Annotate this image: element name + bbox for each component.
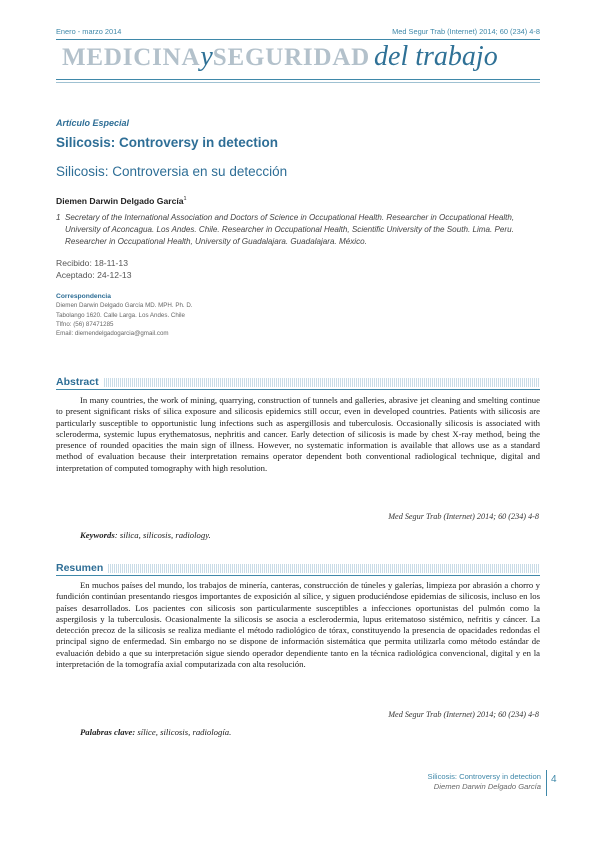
masthead-medicina: MEDICINA bbox=[62, 44, 201, 71]
footer-title: Silicosis: Controversy in detection bbox=[427, 772, 541, 781]
footer-author: Diemen Darwin Delgado García bbox=[433, 782, 541, 791]
correspondence-heading: Correspondencia bbox=[56, 293, 111, 300]
abstract-heading: Abstract bbox=[56, 376, 99, 388]
journal-masthead bbox=[62, 41, 498, 73]
article-title-spanish: Silicosis: Controversia en su detección bbox=[56, 164, 288, 179]
masthead-del-trabajo: del trabajo bbox=[374, 41, 498, 72]
section-type: Artículo Especial bbox=[56, 118, 130, 128]
palabras-clave-label: Palabras clave: bbox=[80, 727, 136, 737]
correspondence-block bbox=[56, 292, 193, 338]
masthead-seguridad: SEGURIDAD bbox=[212, 44, 371, 71]
resumen-heading-band bbox=[108, 564, 540, 573]
abstract-section-header bbox=[56, 377, 540, 390]
accepted-date: Aceptado: 24-12-13 bbox=[56, 270, 132, 280]
affiliation-text: Secretary of the International Association and Doctors of Science in Occupational Health. Researcher in Occupational Health, University of Aconcagua. Los Andes. Chile. Researcher in Occupational Health, Scientific University of the South. Lima. Peru. Researcher in Occupational Health, University of Guadalajara. Guadalajara. México. bbox=[65, 213, 515, 246]
masthead-rule bbox=[56, 79, 540, 80]
page-number: 4 bbox=[551, 774, 557, 785]
correspondence-line: Diemen Darwin Delgado García MD. MPH. Ph. D. bbox=[56, 302, 193, 310]
resumen-body: En muchos países del mundo, los trabajos de minería, canteras, construcción de túneles y galerías, limpieza por abrasión a chorro y fundición continúan presentando riesgos importantes de exposición al sílice, y siguen produciéndose epidemias de silicosis, incluso en los países desarrollados. Los pacientes con silicosis son particularmente susceptibles a infecciones oportunistas del pulmón como la aspergilosis y la tuberculosis. Ocasionalmente la silicosis se asocia a esclerodermia, lupus eritematoso sistémico, nefritis y cáncer. La detección precoz de la silicosis se realiza mediante el método radiológico de tórax, constituyendo la presencia de opacidades redondas el principal signo de enfermedad. Sin embargo no se dispone de información sistemática que permita utilizarla como método estándar de evaluación debido a que su interpretación sigue siendo operador dependiente tanto en la técnica radiológica convencional, digital y en la interpretación de la tomografía axial computarizada con alta resolución. bbox=[56, 580, 540, 670]
abstract-body: In many countries, the work of mining, quarrying, construction of tunnels and galleries, abrasive jet cleaning and smelting continue to present significant risks of silica exposure and silicosis epidemics still occur, even in developed countries. Patients with silicosis are particularly susceptible to opportunistic lung infections such as aspergillosis and tuberculosis. Occasionally silicosis is associated with scleroderma, systemic lupus erythematosus, nephritis and cancer. Early detection of silicosis is made by chest X-ray method, being the presence of rounded opacities the main sign of illness. However, no systematic information is available that allows use as a standard method of evaluation because their interpretation remains operator dependent both conventional radiological technique, digital and interpretation of computed tomography with high resolution. bbox=[56, 395, 540, 473]
palabras-clave-list: sílice, silicosis, radiología. bbox=[135, 727, 232, 737]
abstract-heading-rule bbox=[56, 389, 540, 390]
abstract-keywords bbox=[80, 530, 211, 540]
abstract-heading-band bbox=[104, 378, 540, 387]
running-header bbox=[56, 27, 540, 36]
resumen-section-header bbox=[56, 563, 540, 576]
correspondence-line: Tlfno: (56) 87471285 bbox=[56, 320, 114, 328]
abstract-citation: Med Segur Trab (Internet) 2014; 60 (234) 4-8 bbox=[388, 512, 539, 521]
resumen-keywords bbox=[80, 727, 231, 737]
masthead-rule-thin bbox=[56, 82, 540, 83]
resumen-heading: Resumen bbox=[56, 562, 104, 574]
keywords-label: Keywords bbox=[80, 530, 115, 540]
article-title-english: Silicosis: Controversy in detection bbox=[56, 135, 279, 150]
correspondence-line: Tabolango 1620. Calle Larga. Los Andes. Chile bbox=[56, 311, 185, 319]
resumen-heading-rule bbox=[56, 575, 540, 576]
masthead-y: y bbox=[200, 41, 213, 72]
article-dates bbox=[56, 257, 132, 281]
page-footer bbox=[427, 772, 541, 792]
author-affiliation-marker: 1 bbox=[183, 196, 187, 203]
correspondence-email: Email: diemendelgadogarcia@gmail.com bbox=[56, 330, 169, 338]
received-date: Recibido: 18-11-13 bbox=[56, 258, 128, 268]
footer-divider bbox=[546, 770, 547, 796]
keywords-list: : silica, silicosis, radiology. bbox=[114, 530, 211, 540]
author-name bbox=[56, 196, 187, 206]
journal-reference: Med Segur Trab (Internet) 2014; 60 (234) 4-8 bbox=[392, 27, 540, 36]
issue-date: Enero - marzo 2014 bbox=[56, 27, 122, 36]
affiliation-number: 1 bbox=[56, 213, 61, 222]
author-name-text: Diemen Darwin Delgado García bbox=[56, 196, 184, 206]
header-rule bbox=[56, 39, 540, 40]
resumen-citation: Med Segur Trab (Internet) 2014; 60 (234) 4-8 bbox=[388, 710, 539, 719]
